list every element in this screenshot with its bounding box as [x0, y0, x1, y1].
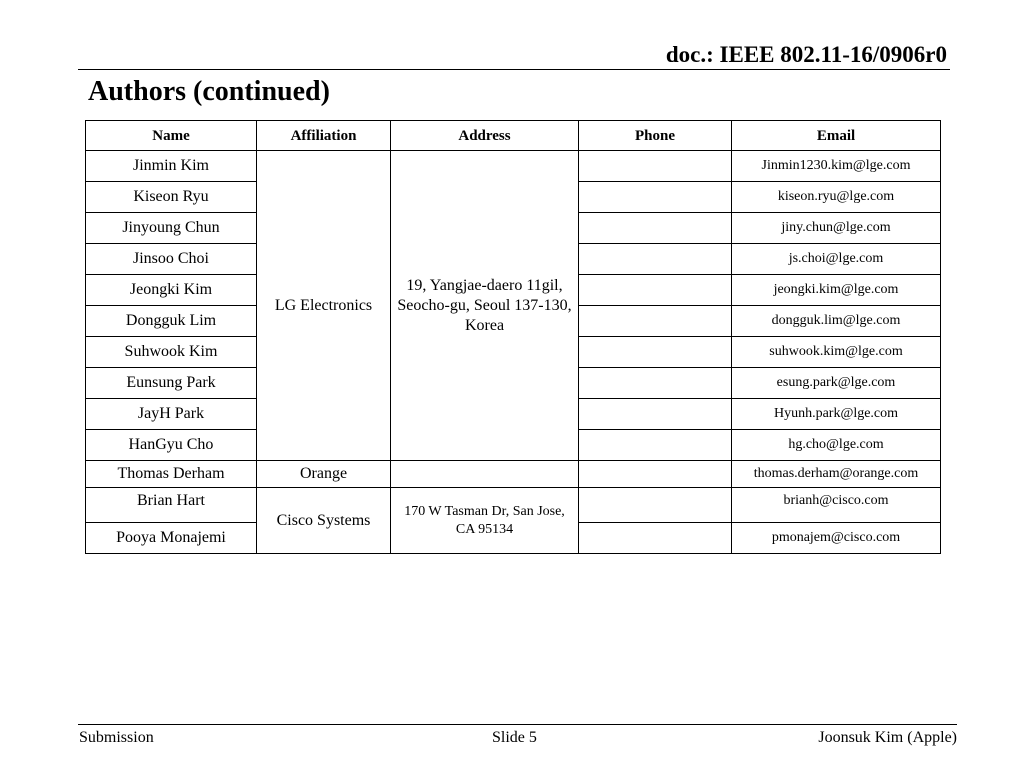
author-email: dongguk.lim@lge.com: [732, 306, 941, 337]
column-header-phone: Phone: [579, 121, 732, 151]
author-email: pmonajem@cisco.com: [732, 523, 941, 554]
author-email: hg.cho@lge.com: [732, 430, 941, 461]
author-name: Jinyoung Chun: [86, 213, 257, 244]
author-name: Dongguk Lim: [86, 306, 257, 337]
table-row: [86, 461, 941, 488]
footer-slide-number: Slide 5: [492, 729, 537, 746]
author-name: Jinsoo Choi: [86, 244, 257, 275]
author-email: esung.park@lge.com: [732, 368, 941, 399]
table-row: [86, 151, 941, 182]
author-phone: [579, 523, 732, 554]
author-phone: [579, 213, 732, 244]
author-phone: [579, 151, 732, 182]
author-phone: [579, 337, 732, 368]
author-phone: [579, 430, 732, 461]
affiliation-orange: Orange: [257, 461, 391, 488]
column-header-email: Email: [732, 121, 941, 151]
author-name: Brian Hart: [86, 488, 257, 523]
author-name: Eunsung Park: [86, 368, 257, 399]
author-name: Pooya Monajemi: [86, 523, 257, 554]
author-phone: [579, 368, 732, 399]
footer-submission: Submission: [79, 729, 154, 746]
author-phone: [579, 275, 732, 306]
address-lg: 19, Yangjae-daero 11gil, Seocho-gu, Seoul 137-130, Korea: [391, 151, 579, 461]
author-name: Jinmin Kim: [86, 151, 257, 182]
author-name: JayH Park: [86, 399, 257, 430]
author-email: jeongki.kim@lge.com: [732, 275, 941, 306]
slide-title: Authors (continued): [88, 76, 330, 107]
author-phone: [579, 182, 732, 213]
author-name: Kiseon Ryu: [86, 182, 257, 213]
column-header-address: Address: [391, 121, 579, 151]
column-header-affiliation: Affiliation: [257, 121, 391, 151]
authors-table: [85, 120, 941, 554]
address-cisco: 170 W Tasman Dr, San Jose, CA 95134: [391, 488, 579, 554]
table-row: [86, 488, 941, 523]
author-name: Suhwook Kim: [86, 337, 257, 368]
author-phone: [579, 306, 732, 337]
author-phone: [579, 399, 732, 430]
author-email: brianh@cisco.com: [732, 488, 941, 523]
address-orange: [391, 461, 579, 488]
author-name: Thomas Derham: [86, 461, 257, 488]
footer-rule: [78, 724, 957, 725]
author-email: suhwook.kim@lge.com: [732, 337, 941, 368]
affiliation-lg: LG Electronics: [257, 151, 391, 461]
author-email: jiny.chun@lge.com: [732, 213, 941, 244]
author-name: HanGyu Cho: [86, 430, 257, 461]
column-header-name: Name: [86, 121, 257, 151]
author-phone: [579, 488, 732, 523]
author-name: Jeongki Kim: [86, 275, 257, 306]
footer-author: Joonsuk Kim (Apple): [818, 729, 957, 746]
header-rule: [78, 69, 950, 70]
author-email: js.choi@lge.com: [732, 244, 941, 275]
affiliation-cisco: Cisco Systems: [257, 488, 391, 554]
author-phone: [579, 244, 732, 275]
author-email: Jinmin1230.kim@lge.com: [732, 151, 941, 182]
author-email: thomas.derham@orange.com: [732, 461, 941, 488]
author-email: Hyunh.park@lge.com: [732, 399, 941, 430]
author-email: kiseon.ryu@lge.com: [732, 182, 941, 213]
document-id: doc.: IEEE 802.11-16/0906r0: [665, 42, 947, 67]
author-phone: [579, 461, 732, 488]
table-header-row: [86, 121, 941, 151]
